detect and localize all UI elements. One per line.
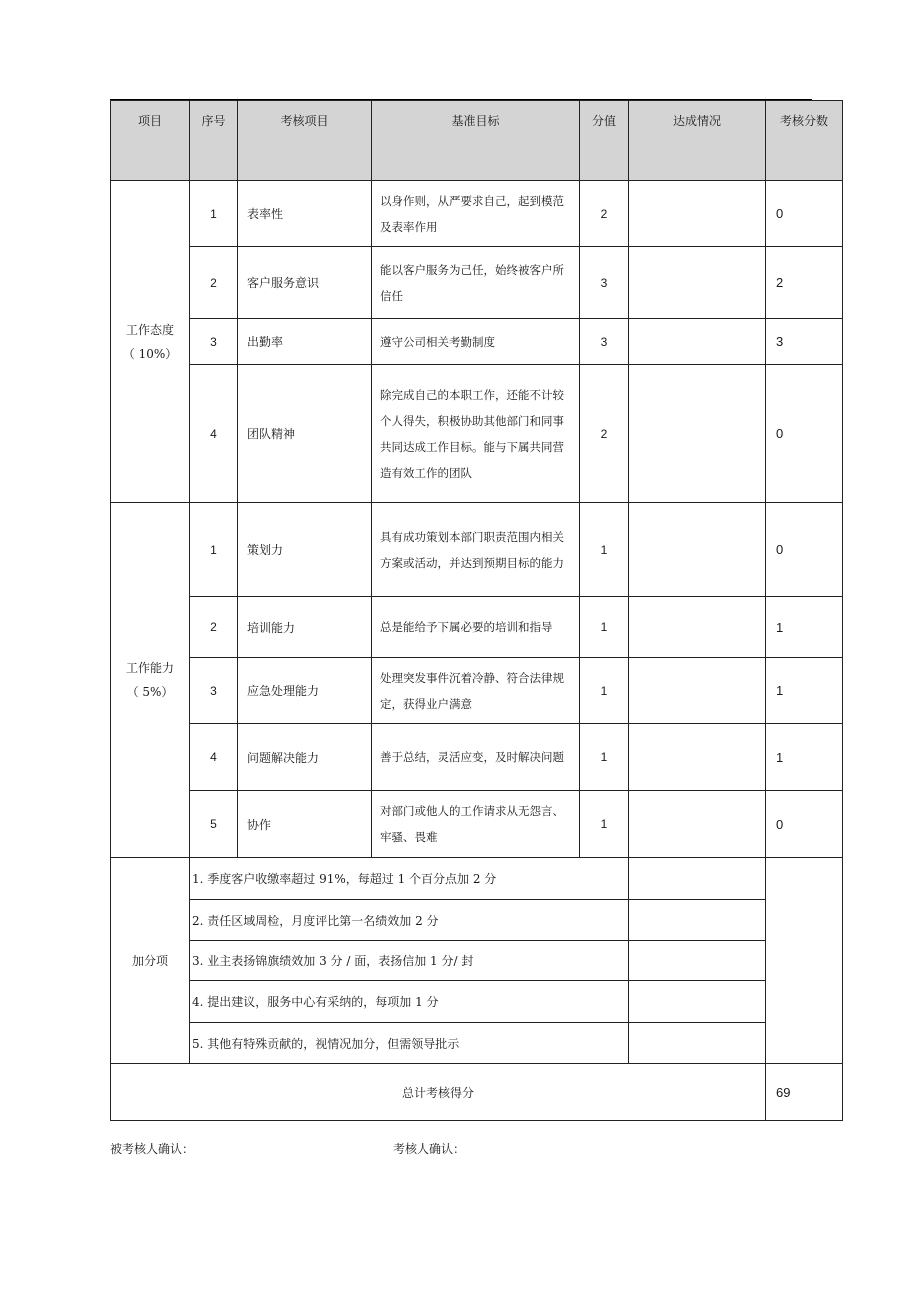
seq-cell: 2 bbox=[190, 597, 238, 658]
target-cell: 处理突发事件沉着冷静、符合法律规定，获得业户满意 bbox=[372, 658, 580, 724]
assessed-score-cell[interactable]: 1 bbox=[766, 724, 843, 791]
assessed-score-cell[interactable]: 0 bbox=[766, 503, 843, 597]
assessed-score-cell[interactable]: 3 bbox=[766, 319, 843, 365]
seq-cell: 5 bbox=[190, 791, 238, 858]
achievement-cell[interactable] bbox=[629, 791, 766, 858]
assessed-score-cell[interactable]: 0 bbox=[766, 791, 843, 858]
score-cell: 1 bbox=[580, 791, 629, 858]
table-row bbox=[111, 247, 843, 319]
bonus-row bbox=[111, 1023, 843, 1064]
target-cell: 善于总结，灵活应变，及时解决问题 bbox=[372, 724, 580, 791]
target-cell: 遵守公司相关考勤制度 bbox=[372, 319, 580, 365]
score-cell: 2 bbox=[580, 365, 629, 503]
seq-cell: 3 bbox=[190, 658, 238, 724]
seq-cell: 4 bbox=[190, 365, 238, 503]
category-cell-ability bbox=[111, 503, 190, 858]
assessed-score-cell[interactable]: 0 bbox=[766, 365, 843, 503]
achievement-cell[interactable] bbox=[629, 319, 766, 365]
total-row bbox=[111, 1064, 843, 1121]
item-cell: 策划力 bbox=[238, 503, 372, 597]
target-cell: 总是能给予下属必要的培训和指导 bbox=[372, 597, 580, 658]
assessed-score-cell[interactable]: 2 bbox=[766, 247, 843, 319]
table-row bbox=[111, 597, 843, 658]
assessed-score-cell[interactable]: 0 bbox=[766, 181, 843, 247]
bonus-rule: 5. 其他有特殊贡献的，视情况加分，但需领导批示 bbox=[190, 1023, 629, 1064]
achievement-cell[interactable] bbox=[629, 247, 766, 319]
header-achievement: 达成情况 bbox=[629, 101, 766, 181]
target-cell: 能以客户服务为己任，始终被客户所信任 bbox=[372, 247, 580, 319]
header-seq: 序号 bbox=[190, 101, 238, 181]
bonus-achievement-cell[interactable] bbox=[629, 900, 766, 941]
seq-cell: 2 bbox=[190, 247, 238, 319]
item-cell: 客户服务意识 bbox=[238, 247, 372, 319]
table-row bbox=[111, 319, 843, 365]
total-score[interactable]: 69 bbox=[766, 1064, 843, 1121]
item-cell: 表率性 bbox=[238, 181, 372, 247]
target-cell: 具有成功策划本部门职责范围内相关方案或活动，并达到预期目标的能力 bbox=[372, 503, 580, 597]
table-row bbox=[111, 365, 843, 503]
bonus-achievement-cell[interactable] bbox=[629, 1023, 766, 1064]
bonus-row bbox=[111, 900, 843, 941]
item-cell: 出勤率 bbox=[238, 319, 372, 365]
header-row bbox=[111, 101, 843, 181]
bonus-achievement-cell[interactable] bbox=[629, 981, 766, 1023]
assessee-confirmation: 被考核人确认： bbox=[110, 1142, 195, 1156]
table-row bbox=[111, 181, 843, 247]
score-cell: 1 bbox=[580, 503, 629, 597]
achievement-cell[interactable] bbox=[629, 658, 766, 724]
table-row bbox=[111, 658, 843, 724]
category-name: 工作态度 bbox=[125, 322, 174, 337]
seq-cell: 1 bbox=[190, 503, 238, 597]
item-cell: 团队精神 bbox=[238, 365, 372, 503]
achievement-cell[interactable] bbox=[629, 365, 766, 503]
bonus-achievement-cell[interactable] bbox=[629, 941, 766, 981]
table-row bbox=[111, 503, 843, 597]
item-cell: 协作 bbox=[238, 791, 372, 858]
category-weight: （ 5%） bbox=[126, 685, 174, 699]
bonus-category-cell: 加分项 bbox=[111, 858, 190, 1064]
assessor-confirmation: 考核人确认： bbox=[393, 1142, 466, 1156]
target-cell: 以身作则，从严要求自己，起到模范及表率作用 bbox=[372, 181, 580, 247]
assessment-sheet bbox=[110, 100, 842, 1121]
score-cell: 1 bbox=[580, 597, 629, 658]
bonus-rule: 3. 业主表扬锦旗绩效加 3 分 / 面，表扬信加 1 分/ 封 bbox=[190, 941, 629, 981]
target-cell: 对部门或他人的工作请求从无怨言、牢骚、畏难 bbox=[372, 791, 580, 858]
score-cell: 3 bbox=[580, 247, 629, 319]
score-cell: 2 bbox=[580, 181, 629, 247]
seq-cell: 4 bbox=[190, 724, 238, 791]
category-name: 工作能力 bbox=[125, 661, 174, 675]
achievement-cell[interactable] bbox=[629, 503, 766, 597]
assessed-score-cell[interactable]: 1 bbox=[766, 658, 843, 724]
bonus-row bbox=[111, 941, 843, 981]
header-assessed: 考核分数 bbox=[766, 101, 843, 181]
bonus-rule: 4. 提出建议，服务中心有采纳的，每项加 1 分 bbox=[190, 981, 629, 1023]
header-score: 分值 bbox=[580, 101, 629, 181]
table-row bbox=[111, 724, 843, 791]
total-label: 总计考核得分 bbox=[111, 1064, 766, 1121]
bonus-row bbox=[111, 858, 843, 900]
score-cell: 1 bbox=[580, 658, 629, 724]
score-cell: 1 bbox=[580, 724, 629, 791]
seq-cell: 3 bbox=[190, 319, 238, 365]
score-cell: 3 bbox=[580, 319, 629, 365]
target-cell: 除完成自己的本职工作，还能不计较个人得失，积极协助其他部门和同事共同达成工作目标。能与下属共同营造有效工作的团队 bbox=[372, 365, 580, 503]
achievement-cell[interactable] bbox=[629, 597, 766, 658]
bonus-assessed-cell[interactable] bbox=[766, 858, 843, 1064]
item-cell: 应急处理能力 bbox=[238, 658, 372, 724]
item-cell: 培训能力 bbox=[238, 597, 372, 658]
category-weight: （ 10%） bbox=[122, 346, 178, 361]
category-cell-attitude bbox=[111, 181, 190, 503]
bonus-rule: 2. 责任区域周检，月度评比第一名绩效加 2 分 bbox=[190, 900, 629, 941]
bonus-rule: 1. 季度客户收缴率超过 91%，每超过 1 个百分点加 2 分 bbox=[190, 858, 629, 900]
header-item: 考核项目 bbox=[238, 101, 372, 181]
item-cell: 问题解决能力 bbox=[238, 724, 372, 791]
achievement-cell[interactable] bbox=[629, 181, 766, 247]
header-target: 基准目标 bbox=[372, 101, 580, 181]
bonus-row bbox=[111, 981, 843, 1023]
bonus-achievement-cell[interactable] bbox=[629, 858, 766, 900]
assessment-table bbox=[110, 100, 843, 1121]
assessed-score-cell[interactable]: 1 bbox=[766, 597, 843, 658]
achievement-cell[interactable] bbox=[629, 724, 766, 791]
seq-cell: 1 bbox=[190, 181, 238, 247]
header-category: 项目 bbox=[111, 101, 190, 181]
table-row bbox=[111, 791, 843, 858]
